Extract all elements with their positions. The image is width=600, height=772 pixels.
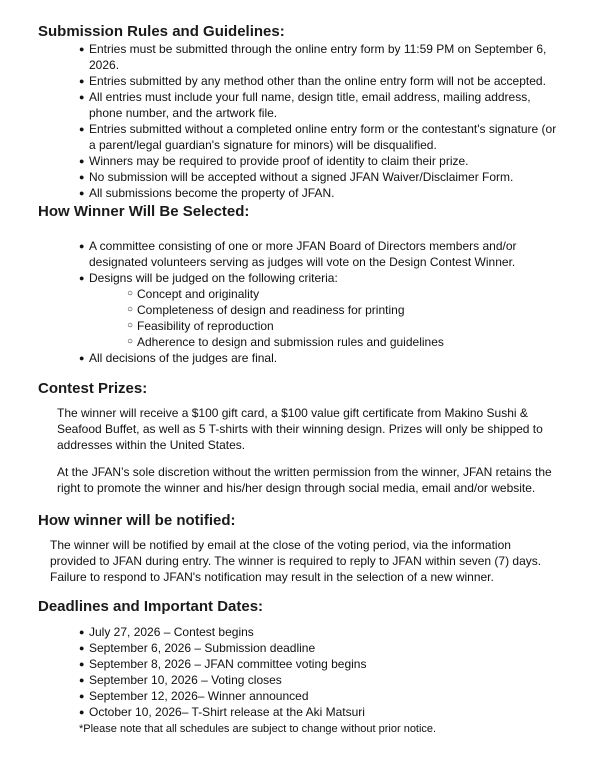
deadline-item: ● July 27, 2026 – Contest begins [79,624,557,640]
rules-item: ● All entries must include your full name, design title, email address, mailing address, phone number, and the artwork file. [79,89,557,121]
criteria-intro: Designs will be judged on the following criteria: [89,271,338,285]
deadlines-list [79,624,557,720]
criteria-item: ○ Concept and originality [127,286,557,302]
rules-item: ● Winners may be required to provide proof of identity to claim their prize. [79,153,557,169]
deadline-item: ● September 6, 2026 – Submission deadline [79,640,557,656]
deadline-item: ● September 12, 2026– Winner announced [79,688,557,704]
deadline-item: ● September 10, 2026 – Voting closes [79,672,557,688]
prizes-paragraph-1: The winner will receive a $100 gift card, a $100 value gift certificate from Makino Sushi & Seafood Buffet, as well as 5 T-shirts with their winning design. Prizes will only be shipped to addresses within the United States. [57,406,543,452]
criteria-item: ○ Adherence to design and submission rules and guidelines [127,334,557,350]
criteria-item: ○ Feasibility of reproduction [127,318,557,334]
selection-final: ● All decisions of the judges are final. [79,350,557,366]
selection-criteria-item [79,270,557,350]
notify-paragraph: The winner will be notified by email at the close of the voting period, via the information provided to JFAN during entry. The winner is required to reply to JFAN within seven (7) days. Failure to respond to JFAN's notification may result in the selection of a new winner. [50,538,542,584]
schedule-note: *Please note that all schedules are subject to change without prior notice. [79,723,437,735]
deadline-item: ● October 10, 2026– T-Shirt release at the Aki Matsuri [79,704,557,720]
criteria-item: ○ Completeness of design and readiness for printing [127,302,557,318]
prizes-paragraph-2: At the JFAN’s sole discretion without the written permission from the winner, JFAN retains the right to promote the winner and his/her design through social media, email and/or website. [57,465,552,495]
rules-item: ● Entries must be submitted through the online entry form by 11:59 PM on September 6, 2026. [79,41,557,73]
prizes-heading: Contest Prizes: [38,380,148,397]
selection-intro: ● A committee consisting of one or more JFAN Board of Directors members and/or designated volunteers serving as judges will vote on the Design Contest Winner. [79,238,557,270]
deadlines-heading: Deadlines and Important Dates: [38,598,264,615]
deadline-item: ● September 8, 2026 – JFAN committee voting begins [79,656,557,672]
rules-item: ● Entries submitted without a completed online entry form or the contestant's signature (or a parent/legal guardian's signature for minors) will be disqualified. [79,121,557,153]
selection-list [79,238,557,366]
rules-item: ● No submission will be accepted without a signed JFAN Waiver/Disclaimer Form. [79,169,557,185]
rules-item: ● Entries submitted by any method other than the online entry form will not be accepted. [79,73,557,89]
criteria-list [127,286,557,350]
rules-list [79,41,557,201]
rules-heading: Submission Rules and Guidelines: [38,23,285,40]
selection-heading: How Winner Will Be Selected: [38,203,250,220]
notify-heading: How winner will be notified: [38,512,236,529]
rules-item: ● All submissions become the property of JFAN. [79,185,557,201]
